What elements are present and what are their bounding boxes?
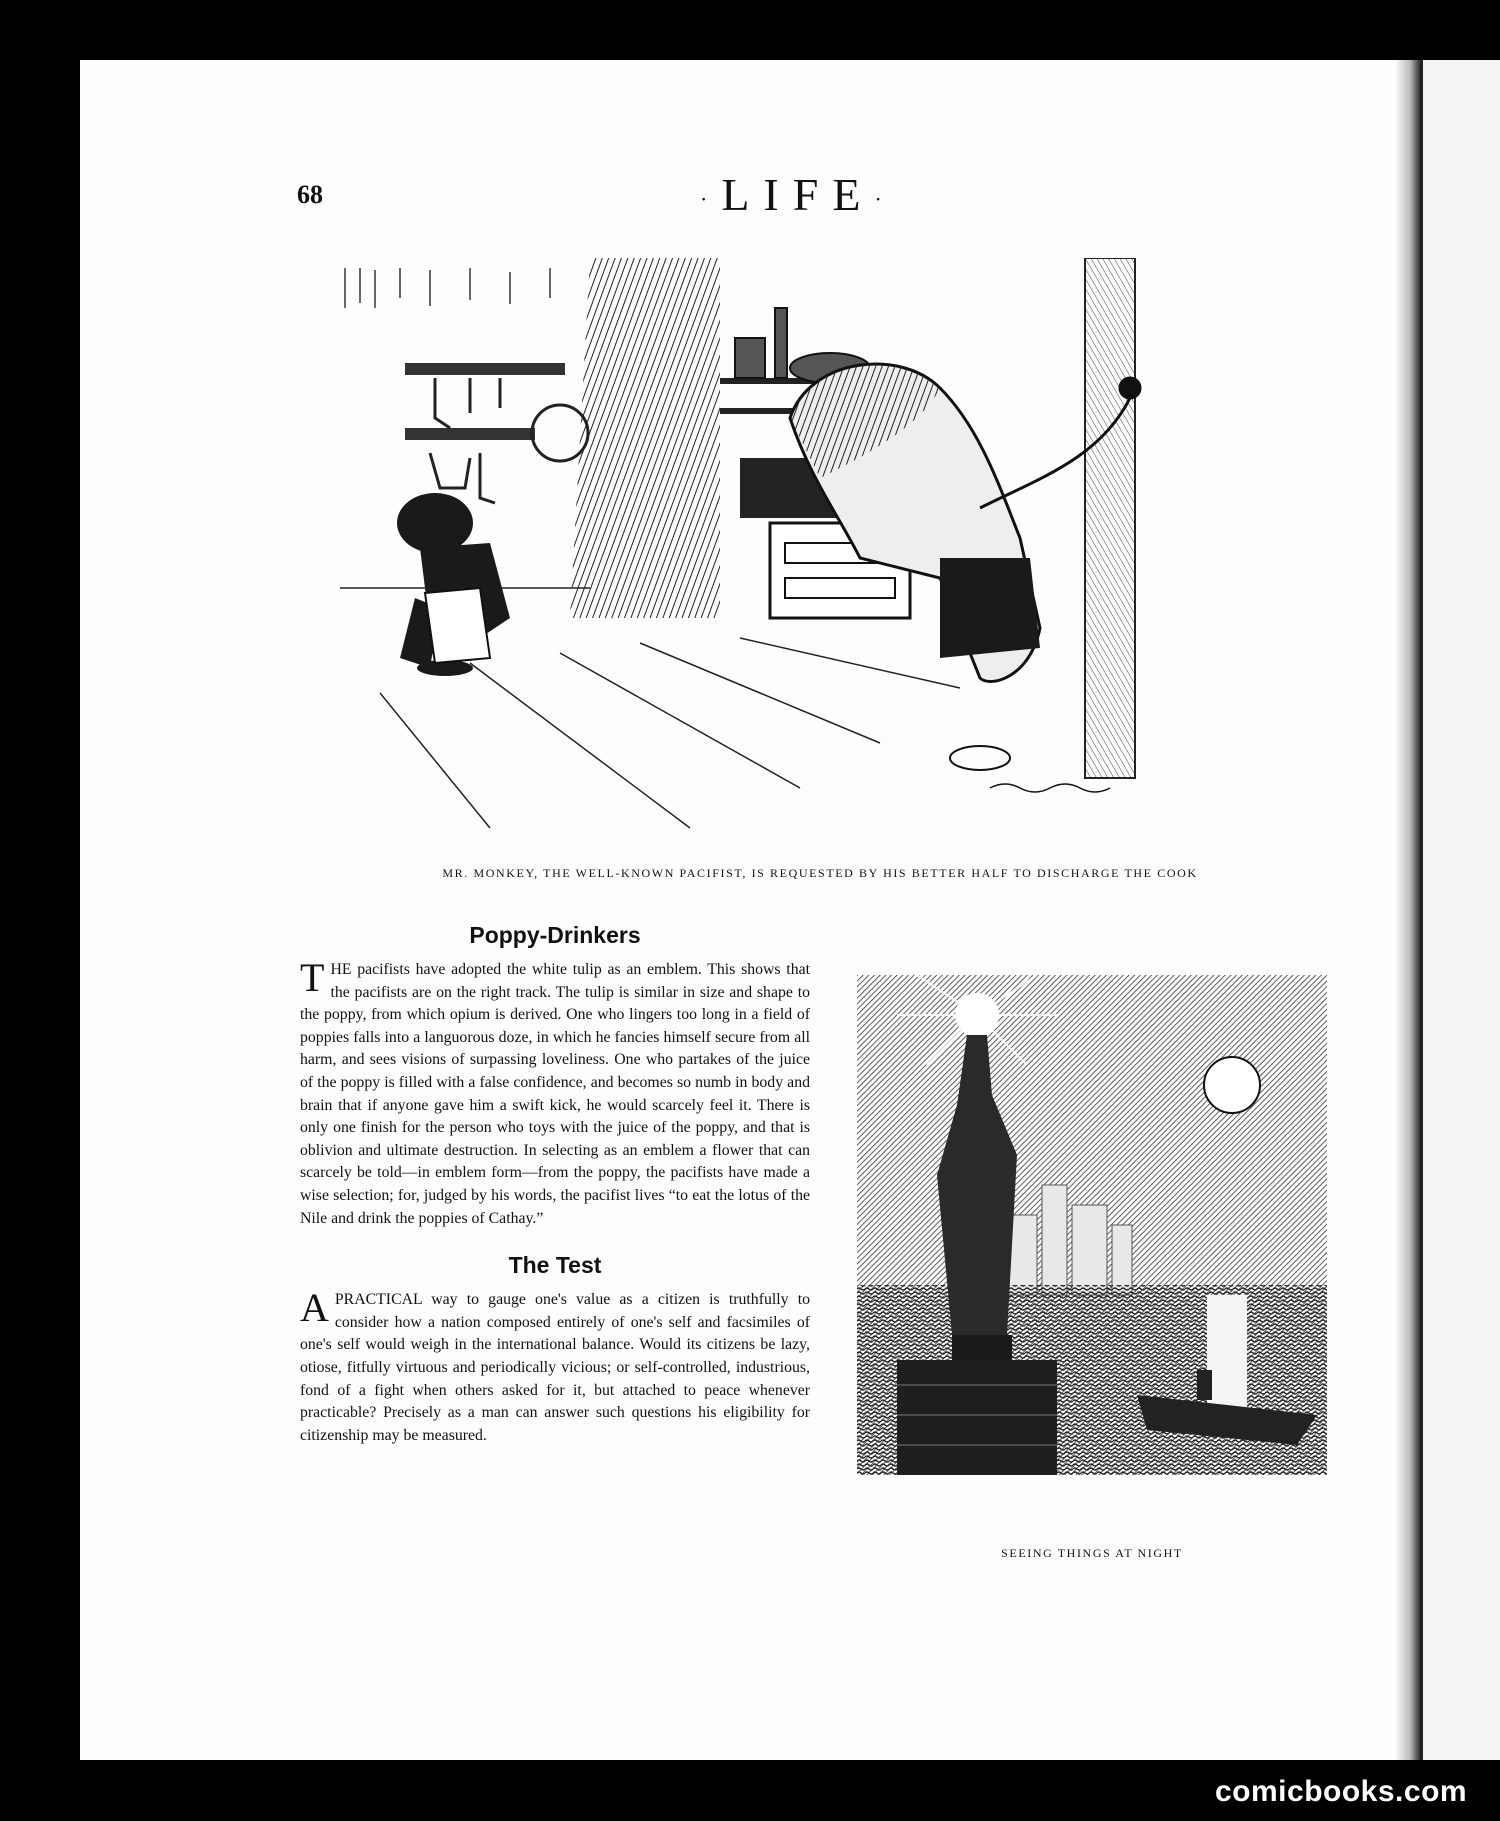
statue-of-liberty-illustration: [857, 975, 1327, 1475]
masthead: [700, 168, 896, 221]
article-text-poppy-drinkers: HE pacifists have adopted the white tulip as an emblem. This shows that the pacifists are on the right track. The tulip is similar in size and shape to the poppy, from which opium is derived. One who lingers too long in a field of poppies falls into a languorous doze, in which he fancies himself secure from all harm, and sees visions of surpassing loveliness. One who partakes of the juice of the poppy is filled with a false confidence, and becomes so numb in body and brain that if anyone gave him a swift kick, he would scarcely feel it. There is only one finish for the person who toys with the juice of the poppy, and that is oblivion and ultimate destruction. In selecting as an emblem a flower that can scarcely be told—in emblem form—from the poppy, the pacifists have made a wise selection; for, judged by his words, the pacifist lives “to eat the lotus of the Nile and drink the poppies of Cathay.”: [300, 961, 810, 1227]
masthead-dot-left: ·: [700, 186, 722, 212]
left-text-column: [300, 922, 810, 1447]
article-title-the-test: The Test: [508, 1252, 602, 1279]
masthead-title: LIFE: [721, 169, 875, 220]
dropcap-a: A: [300, 1285, 329, 1331]
site-watermark: comicbooks.com: [1215, 1775, 1468, 1808]
dropcap-t: T: [300, 955, 325, 1000]
article-body-poppy-drinkers: [300, 955, 810, 1230]
right-illustration-caption: SEEING THINGS AT NIGHT: [1001, 1546, 1183, 1560]
top-cartoon-caption: MR. MONKEY, THE WELL-KNOWN PACIFIST, IS REQUESTED BY HIS BETTER HALF TO DISCHARGE THE COOK: [442, 866, 1198, 880]
book-spine: [1395, 60, 1420, 1760]
article-body-the-test: [300, 1285, 810, 1447]
article-title-poppy-drinkers: Poppy-Drinkers: [469, 922, 641, 948]
article-text-the-test: PRACTICAL way to gauge one's value as a citizen is truthfully to consider how a nation composed entirely of one's self and facsimiles of one's self would weigh in the international balance. Would its citizens be lazy, otiose, fitfully virtuous and periodically vicious; or self-controlled, industrious, fond of a fight when others asked for it, but attached to peace whenever practicable? Precisely as a man can answer such questions his eligibility for citizenship may be measured.: [300, 1291, 810, 1444]
page-number: 68: [297, 180, 323, 209]
cartoon-kitchen-illustration: [340, 258, 1310, 848]
facing-page-edge: [1420, 60, 1500, 1760]
masthead-dot-right: ·: [874, 186, 896, 212]
